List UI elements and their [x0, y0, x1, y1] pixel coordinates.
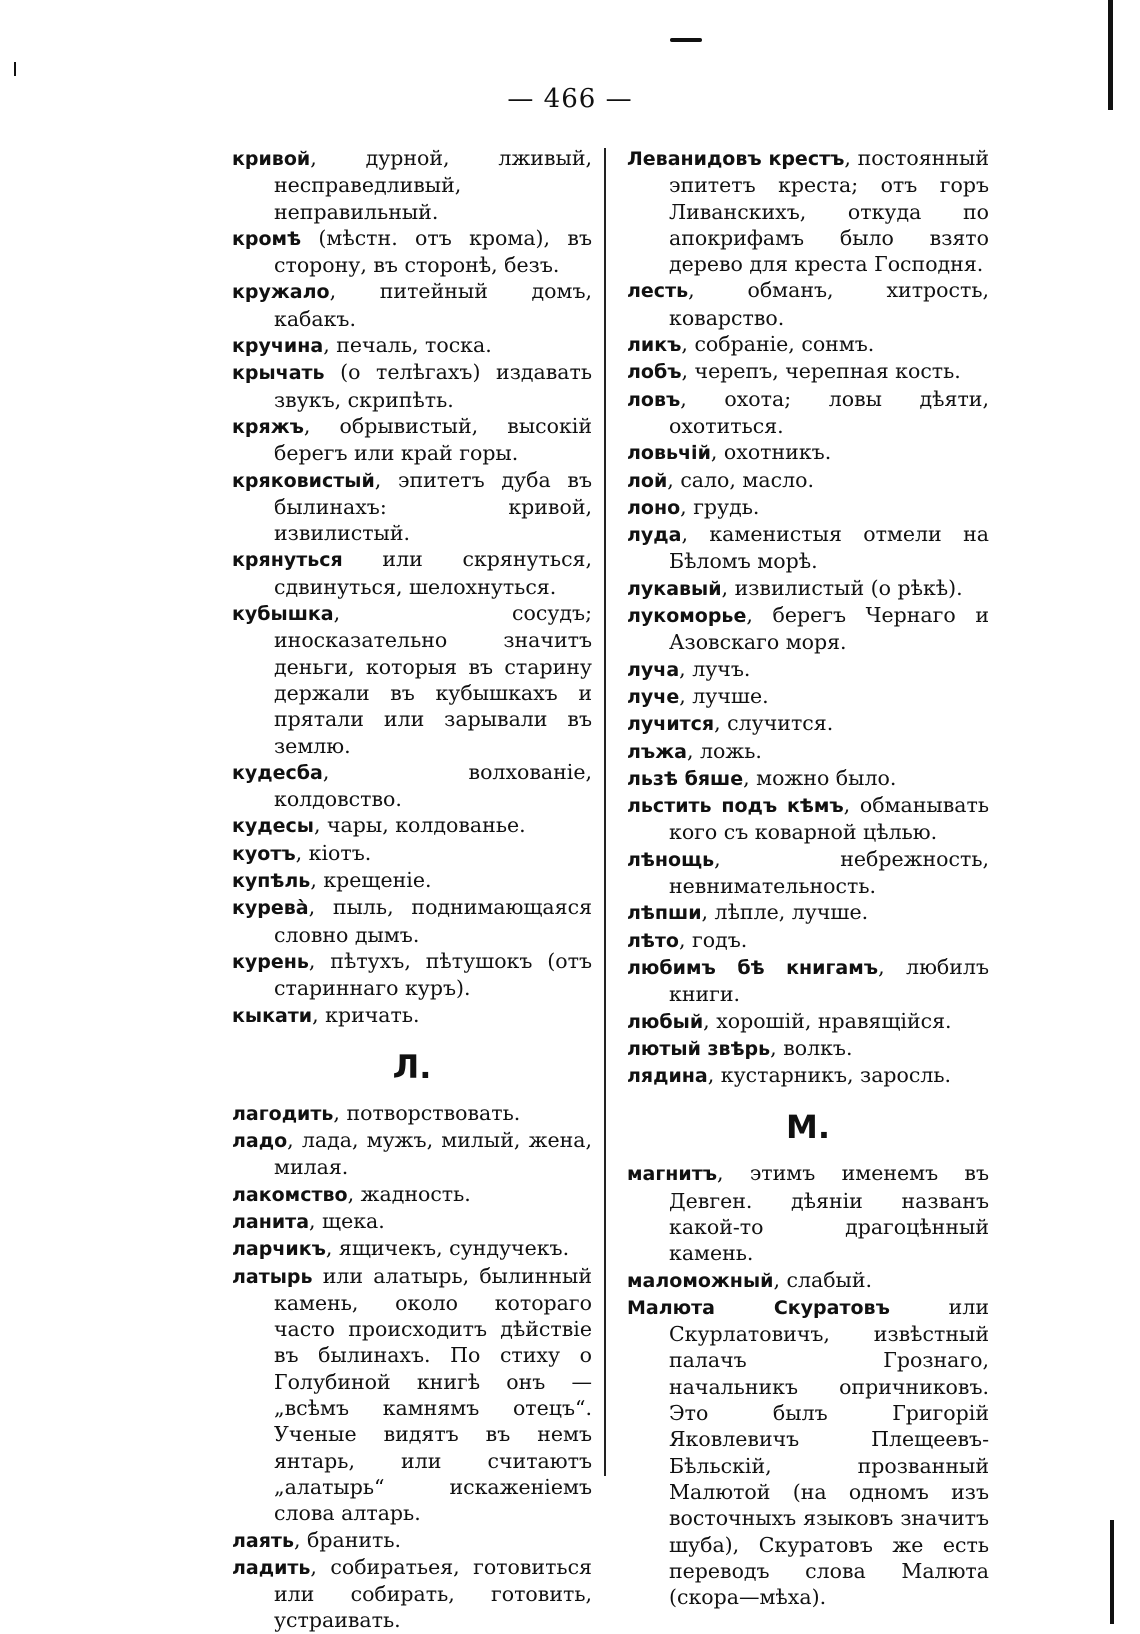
dictionary-entry: [232, 1127, 592, 1181]
definition: , слабый.: [773, 1267, 873, 1292]
column-divider: [604, 148, 606, 1476]
headword: ладо: [232, 1130, 288, 1153]
headword: курева̀: [232, 897, 309, 920]
headword: кудесба: [232, 761, 323, 784]
dictionary-entry: [627, 927, 989, 954]
headword: льзѣ бяше: [627, 767, 744, 790]
entries-m: [627, 1160, 989, 1610]
definition: , годъ.: [678, 927, 748, 952]
definition: , охота; ловы дѣяти, охотиться.: [669, 386, 989, 438]
dictionary-entry: [627, 277, 989, 331]
dictionary-entry: [232, 1002, 592, 1029]
dictionary-entry: [232, 359, 592, 413]
dictionary-entry: [627, 602, 989, 656]
headword: лой: [627, 469, 668, 492]
dictionary-entry: [627, 1267, 989, 1294]
headword: кромѣ: [232, 227, 302, 250]
dictionary-entry: [232, 812, 592, 839]
definition: , охотникъ.: [710, 440, 832, 465]
definition: , жадность.: [347, 1181, 471, 1206]
definition: или алатырь, былинный камень, около котораго часто происходитъ дѣйствіе въ былинахъ. По стиху о Голубиной книгѣ онъ — „всѣмъ камнямъ отецъ“. Ученые видятъ въ немъ янтарь, или считаютъ „алатырь“ искаженіемъ слова алтарь.: [274, 1263, 592, 1526]
dictionary-entry: [232, 948, 592, 1002]
headword: магнитъ: [627, 1163, 718, 1186]
headword: луда: [627, 524, 682, 547]
definition: , грудь.: [680, 494, 760, 519]
definition: , эпитетъ дуба въ былинахъ: кривой, извилистый.: [274, 467, 592, 546]
definition: , случится.: [714, 711, 834, 736]
definition: или Скурлатовичъ, извѣстный палачъ Грознаго, начальникъ опричниковъ. Это былъ Григорій Яковлевичъ Плещеевъ-Бѣльскій, прозванный Малютой (на одномъ изъ восточныхъ языковъ значитъ шуба), Скуратовъ же есть переводъ слова Малюта (скора—мѣха).: [669, 1294, 989, 1610]
entries-l-continued: [627, 145, 989, 1089]
definition: , обрывистый, высокій берегъ или край горы.: [274, 413, 592, 466]
definition: , бранить.: [293, 1527, 402, 1552]
dictionary-entry: [232, 759, 592, 813]
headword: лучится: [627, 713, 715, 736]
headword: лютый звѣрь: [627, 1037, 771, 1060]
definition: , обманъ, хитрость, коварство.: [669, 278, 989, 330]
dictionary-entry: [627, 954, 989, 1008]
headword: любый: [627, 1010, 704, 1033]
headword: лъжа: [627, 740, 687, 763]
dictionary-entry: [232, 1527, 592, 1554]
headword: любимъ бѣ книгамъ: [627, 956, 879, 979]
dictionary-entry: [627, 494, 989, 521]
definition: , печаль, тоска.: [323, 333, 492, 358]
scan-smudge: [670, 38, 702, 42]
dictionary-entry: [627, 1008, 989, 1035]
dictionary-entry: [232, 225, 592, 279]
dictionary-entry: [627, 521, 989, 575]
scan-edge-mark: [1110, 1520, 1114, 1624]
right-column: [627, 145, 989, 1610]
definition: , волхованіе, колдовство.: [274, 759, 592, 812]
headword: лукоморье: [627, 605, 747, 628]
definition: , пѣтухъ, пѣтушокъ (отъ стариннаго куръ).: [274, 948, 592, 1001]
headword: лукавый: [627, 577, 722, 600]
definition: , кустарникъ, заросль.: [707, 1063, 952, 1088]
definition: , сосудъ; иносказательно значитъ деньги, которыя въ старину держали въ кубышкахъ и прятали или зарывали въ землю.: [274, 601, 592, 758]
dictionary-entry: [232, 840, 592, 867]
definition: , пыль, поднимающаяся словно дымъ.: [274, 895, 592, 947]
definition: или скрянуться, сдвинуться, шелохнуться.: [274, 547, 592, 599]
headword: латырь: [232, 1265, 313, 1288]
dictionary-entry: [232, 1263, 592, 1527]
dictionary-entry: [627, 575, 989, 602]
headword: кривой: [232, 148, 311, 170]
section-letter-l: Л.: [392, 1047, 432, 1086]
headword: курень: [232, 950, 309, 973]
headword: куотъ: [232, 842, 296, 865]
dictionary-entry: [232, 413, 592, 467]
definition: , сало, масло.: [667, 467, 814, 492]
dictionary-entry: [627, 899, 989, 926]
headword: кручина: [232, 335, 324, 358]
headword: кудесы: [232, 815, 314, 838]
dictionary-entry: [627, 846, 989, 900]
headword: лядина: [627, 1065, 708, 1088]
definition: , этимъ именемъ въ Девген. дѣяніи названъ какой-то драгоцѣнный камень.: [669, 1161, 989, 1266]
dictionary-entry: [232, 278, 592, 332]
definition: , ложь.: [686, 738, 762, 763]
headword: лѣто: [627, 929, 679, 952]
headword: лаять: [232, 1529, 294, 1552]
headword: луча: [627, 658, 680, 681]
definition: , лучъ.: [679, 656, 751, 681]
scan-edge-mark: [14, 62, 16, 76]
headword: крычать: [232, 362, 325, 385]
definition: , лѣпле, лучше.: [701, 900, 869, 925]
dictionary-entry: [627, 765, 989, 792]
definition: , чары, колдованье.: [313, 813, 526, 838]
headword: кубышка: [232, 603, 334, 626]
dictionary-entry: [627, 710, 989, 737]
headword: кряковистый: [232, 469, 375, 492]
left-column: [232, 145, 592, 1634]
headword: лакомство: [232, 1183, 348, 1206]
headword: кряжъ: [232, 415, 304, 438]
dictionary-entry: [232, 467, 592, 547]
dictionary-entry: [627, 738, 989, 765]
definition: , собиратьея, готовиться или собирать, готовить, устраивать.: [274, 1554, 592, 1633]
definition: , питейный домъ, кабакъ.: [274, 279, 592, 331]
definition: , лада, мужъ, милый, жена, милая.: [274, 1128, 592, 1180]
definition: , небрежность, невнимательность.: [669, 846, 989, 899]
definition: , дурной, лживый, несправедливый, неправильный.: [274, 146, 592, 224]
section-letter-m: М.: [786, 1108, 830, 1147]
definition: , щека.: [309, 1208, 385, 1233]
dictionary-entry: [232, 1208, 592, 1235]
definition: , крещеніе.: [310, 868, 432, 893]
headword: ладить: [232, 1556, 311, 1579]
headword: луче: [627, 685, 680, 708]
dictionary-entry: [627, 1294, 989, 1611]
headword: Леванидовъ крестъ: [627, 148, 845, 170]
headword: лѣнощь: [627, 848, 715, 871]
page-number: — 466 —: [507, 84, 633, 114]
headword: ловьчій: [627, 442, 711, 465]
dictionary-entry: [232, 894, 592, 948]
headword: ларчикъ: [232, 1238, 326, 1261]
definition: , можно было.: [743, 765, 897, 790]
entries-l: [232, 1100, 592, 1634]
definition: (мѣстн. отъ крома), въ сторону, въ сторонѣ, безъ.: [274, 225, 592, 278]
headword: ланита: [232, 1210, 310, 1233]
definition: , волкъ.: [770, 1035, 853, 1060]
headword: лѣпши: [627, 902, 702, 925]
headword: крянуться: [232, 549, 343, 572]
definition: , потворствовать.: [333, 1100, 521, 1125]
dictionary-entry: [627, 386, 989, 440]
dictionary-entry: [627, 145, 989, 277]
headword: льстить подъ кѣмъ: [627, 795, 844, 818]
headword: лагодить: [232, 1102, 334, 1125]
entries-k: [232, 145, 592, 1029]
definition: , лучше.: [679, 683, 769, 708]
dictionary-entry: [232, 1554, 592, 1634]
definition: , хорошій, нравящійся.: [703, 1008, 952, 1033]
dictionary-entry: [627, 467, 989, 494]
headword: кружало: [232, 281, 330, 304]
definition: , собраніе, сонмъ.: [681, 332, 875, 357]
definition: , ящичекъ, сундучекъ.: [325, 1236, 570, 1261]
dictionary-entry: [232, 145, 592, 225]
dictionary-entry: [627, 656, 989, 683]
dictionary-entry: [232, 1235, 592, 1262]
dictionary-entry: [627, 331, 989, 358]
headword: купѣль: [232, 870, 311, 893]
definition: , обманывать кого съ коварной цѣлью.: [669, 793, 989, 845]
headword: маломожный: [627, 1269, 774, 1292]
dictionary-entry: [232, 867, 592, 894]
dictionary-entry: [627, 1160, 989, 1266]
definition: (о телѣгахъ) издавать звукъ, скрипѣть.: [274, 360, 592, 412]
headword: кыкати: [232, 1004, 313, 1027]
dictionary-entry: [232, 600, 592, 759]
headword: лобъ: [627, 361, 682, 384]
definition: , любилъ книги.: [669, 954, 989, 1007]
dictionary-entry: [627, 358, 989, 385]
dictionary-entry: [232, 1100, 592, 1127]
headword: лесть: [627, 280, 689, 303]
headword: лоно: [627, 496, 681, 519]
dictionary-entry: [232, 1181, 592, 1208]
dictionary-entry: [627, 792, 989, 846]
definition: , берегъ Чернаго и Азовскаго моря.: [669, 603, 989, 655]
definition: , постоянный эпитетъ креста; отъ горъ Ливанскихъ, откуда по апокрифамъ было взято дерево для креста Господня.: [669, 146, 989, 277]
headword: ликъ: [627, 334, 682, 357]
headword: Малюта Скуратовъ: [627, 1296, 890, 1319]
dictionary-entry: [627, 1035, 989, 1062]
headword: ловъ: [627, 388, 681, 411]
definition: , каменистыя отмели на Бѣломъ морѣ.: [669, 522, 989, 574]
definition: , кричать.: [312, 1002, 420, 1027]
dictionary-entry: [627, 683, 989, 710]
dictionary-entry: [627, 1062, 989, 1089]
definition: , черепъ, черепная кость.: [681, 359, 961, 384]
dictionary-entry: [232, 332, 592, 359]
dictionary-entry: [232, 546, 592, 600]
definition: , кіотъ.: [295, 840, 372, 865]
definition: , извилистый (о рѣкѣ).: [721, 575, 963, 600]
dictionary-entry: [627, 439, 989, 466]
